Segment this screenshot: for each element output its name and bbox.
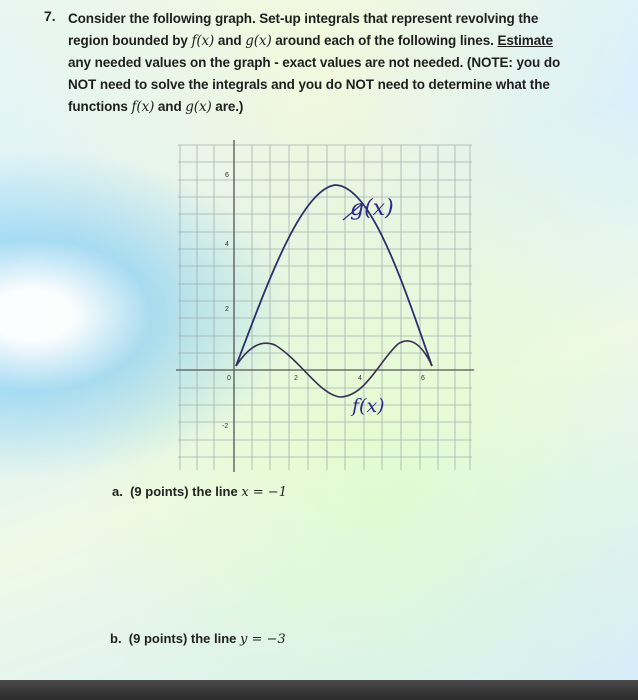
handwritten-g-label: g(x) [350,196,394,221]
x-tick-6: 6 [421,375,425,382]
photo-bottom-edge [0,680,638,700]
question-line-4: NOT need to solve the integrals and you do NOT need to determine what the [68,77,550,92]
y-tick-neg2: -2 [222,423,229,430]
question-line-1: Consider the following graph. Set-up integrals that represent revolving the [68,11,539,26]
part-b-line-equation: y = −3 [240,632,286,647]
part-a-line-equation: x = −1 [241,485,287,500]
part-b: b. (9 points) the line y = −3 [110,631,286,647]
grid [178,145,472,470]
g-notation: g(x) [245,33,272,49]
handwritten-f-label: f(x) [352,395,385,417]
question-line-2: region bounded by f(x) and g(x) around each of the following lines. Estimate [68,33,553,49]
x-tick-0: 0 [227,375,231,382]
y-tick-4: 4 [225,241,229,248]
part-a: a. (9 points) the line x = −1 [112,484,287,500]
question-number: 7. [44,8,56,24]
estimate-underlined: Estimate [497,33,553,48]
question-line-3: any needed values on the graph - exact values are not needed. (NOTE: you do [68,55,561,70]
question-line-5: functions f(x) and g(x) are.) [68,99,244,115]
y-tick-6: 6 [225,172,229,179]
f-curve [236,341,432,397]
g-curve [236,185,432,366]
f-notation: f(x) [191,33,215,49]
y-tick-2: 2 [225,306,229,313]
x-tick-4: 4 [358,375,362,382]
x-tick-2: 2 [294,375,298,382]
